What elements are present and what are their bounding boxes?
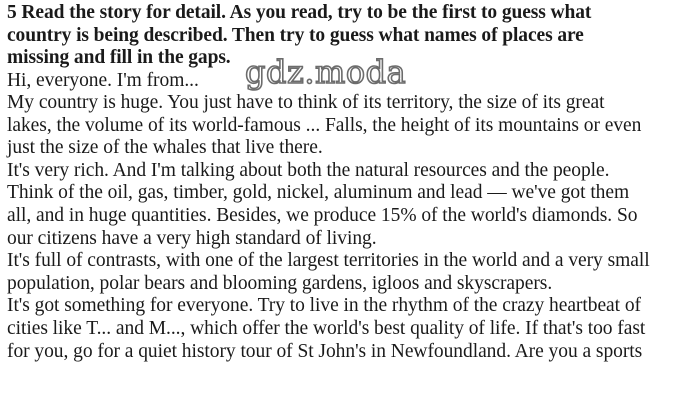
task-instruction-line-3: missing and fill in the gaps. bbox=[7, 47, 231, 68]
story-line: cities like T... and M..., which offer the world's best quality of life. If that's too fast bbox=[7, 318, 646, 340]
story-line: It's very rich. And I'm talking about both the natural resources and the people. bbox=[7, 159, 610, 181]
story-line: population, polar bears and blooming gardens, igloos and skyscrapers. bbox=[7, 272, 553, 294]
story-line: all, and in huge quantities. Besides, we produce 15% of the world's diamonds. So bbox=[7, 205, 638, 227]
task-instruction-line-2: country is being described. Then try to guess what names of places are bbox=[7, 24, 584, 46]
story-line: Hi, everyone. I'm from... bbox=[7, 69, 199, 91]
story-line: Think of the oil, gas, timber, gold, nickel, aluminum and lead — we've got them bbox=[7, 182, 630, 204]
story-line: It's got something for everyone. Try to live in the rhythm of the crazy heartbeat of bbox=[7, 295, 641, 317]
story-line: our citizens have a very high standard of living. bbox=[7, 227, 377, 249]
story-line: My country is huge. You just have to think of its territory, the size of its great bbox=[7, 92, 605, 114]
story-line: It's full of contrasts, with one of the largest territories in the world and a very small bbox=[7, 250, 650, 272]
story-line: just the size of the whales that live there. bbox=[7, 137, 323, 159]
story-text bbox=[7, 70, 689, 364]
story-line: lakes, the volume of its world-famous ... Falls, the height of its mountains or even bbox=[7, 114, 642, 136]
task-instruction-line-1: 5 Read the story for detail. As you read, try to be the first to guess what bbox=[7, 2, 592, 23]
story-line: for you, go for a quiet history tour of St John's in Newfoundland. Are you a sports bbox=[7, 340, 643, 362]
site-watermark: gdz.moda bbox=[245, 53, 407, 91]
